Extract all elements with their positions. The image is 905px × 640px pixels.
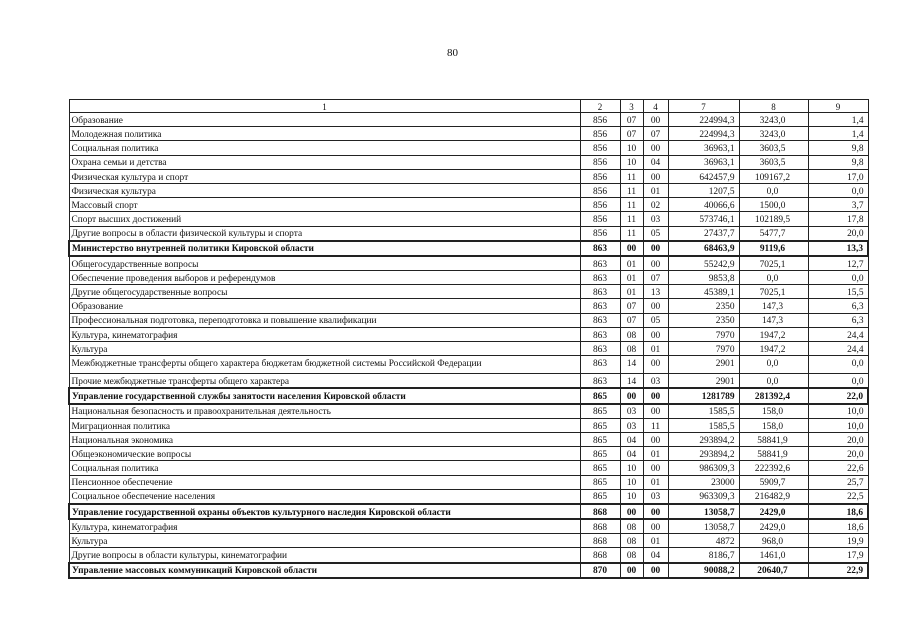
row-name-cell: Национальная экономика [69, 432, 580, 446]
row-subsection-code-cell: 03 [643, 212, 668, 226]
table-row-department-total [69, 241, 868, 256]
header-cell-col-4: 4 [643, 100, 668, 113]
row-col7-value-cell: 13058,7 [668, 519, 739, 534]
row-section-code-cell: 08 [620, 548, 643, 563]
row-name-cell: Министерство внутренней политики Кировской области [69, 241, 580, 256]
row-name-cell: Управление массовых коммуникаций Кировской области [69, 563, 580, 578]
row-col7-value-cell: 13058,7 [668, 504, 739, 519]
row-col9-value-cell: 22,6 [808, 461, 868, 475]
row-section-code-cell: 00 [620, 563, 643, 578]
row-name-cell: Миграционная политика [69, 418, 580, 432]
table-row-department-total [69, 504, 868, 519]
row-col8-value-cell: 281392,4 [739, 388, 808, 403]
row-department-code-cell: 856 [580, 183, 620, 197]
row-department-code-cell: 865 [580, 388, 620, 403]
header-cell-col-1: 1 [69, 100, 580, 113]
row-subsection-code-cell: 01 [643, 183, 668, 197]
row-col9-value-cell: 3,7 [808, 198, 868, 212]
row-name-cell: Другие общегосударственные вопросы [69, 285, 580, 299]
row-col8-value-cell: 0,0 [739, 271, 808, 285]
row-col7-value-cell: 36963,1 [668, 141, 739, 155]
row-col9-value-cell: 22,5 [808, 489, 868, 504]
row-subsection-code-cell: 00 [643, 404, 668, 419]
row-name-cell: Общеэкономические вопросы [69, 447, 580, 461]
row-subsection-code-cell: 05 [643, 226, 668, 241]
row-department-code-cell: 863 [580, 256, 620, 271]
row-name-cell: Образование [69, 113, 580, 127]
row-col7-value-cell: 2350 [668, 299, 739, 313]
row-col9-value-cell: 18,6 [808, 519, 868, 534]
row-col9-value-cell: 6,3 [808, 299, 868, 313]
row-col9-value-cell: 1,4 [808, 127, 868, 141]
row-department-code-cell: 865 [580, 418, 620, 432]
row-col8-value-cell: 9119,6 [739, 241, 808, 256]
row-department-code-cell: 856 [580, 155, 620, 169]
row-subsection-code-cell: 00 [643, 519, 668, 534]
row-col7-value-cell: 23000 [668, 475, 739, 489]
row-department-code-cell: 863 [580, 356, 620, 374]
row-name-cell: Молодежная политика [69, 127, 580, 141]
row-name-cell: Обеспечение проведения выборов и референдумов [69, 271, 580, 285]
row-department-code-cell: 863 [580, 285, 620, 299]
row-col7-value-cell: 986309,3 [668, 461, 739, 475]
row-col9-value-cell: 13,3 [808, 241, 868, 256]
row-name-cell: Другие вопросы в области культуры, кинематографии [69, 548, 580, 563]
row-department-code-cell: 868 [580, 504, 620, 519]
row-department-code-cell: 856 [580, 141, 620, 155]
row-subsection-code-cell: 00 [643, 241, 668, 256]
row-section-code-cell: 00 [620, 241, 643, 256]
row-col8-value-cell: 1461,0 [739, 548, 808, 563]
row-section-code-cell: 11 [620, 183, 643, 197]
row-col7-value-cell: 40066,6 [668, 198, 739, 212]
row-col7-value-cell: 2350 [668, 313, 739, 327]
row-subsection-code-cell: 13 [643, 285, 668, 299]
row-section-code-cell: 01 [620, 271, 643, 285]
row-col9-value-cell: 17,0 [808, 169, 868, 183]
row-col7-value-cell: 224994,3 [668, 127, 739, 141]
row-department-code-cell: 863 [580, 313, 620, 327]
row-name-cell: Прочие межбюджетные трансферты общего характера [69, 374, 580, 389]
row-col8-value-cell: 20640,7 [739, 563, 808, 578]
row-section-code-cell: 08 [620, 534, 643, 548]
row-section-code-cell: 01 [620, 256, 643, 271]
row-section-code-cell: 14 [620, 374, 643, 389]
row-col8-value-cell: 3243,0 [739, 127, 808, 141]
row-department-code-cell: 863 [580, 271, 620, 285]
table-row [69, 374, 868, 389]
row-section-code-cell: 11 [620, 212, 643, 226]
header-cell-col-9: 9 [808, 100, 868, 113]
row-col7-value-cell: 293894,2 [668, 432, 739, 446]
row-subsection-code-cell: 00 [643, 327, 668, 341]
row-col9-value-cell: 19,9 [808, 534, 868, 548]
row-col9-value-cell: 10,0 [808, 404, 868, 419]
row-col7-value-cell: 642457,9 [668, 169, 739, 183]
row-name-cell: Управление государственной службы занятости населения Кировской области [69, 388, 580, 403]
row-subsection-code-cell: 01 [643, 447, 668, 461]
row-department-code-cell: 870 [580, 563, 620, 578]
table-row [69, 113, 868, 127]
row-department-code-cell: 865 [580, 447, 620, 461]
row-name-cell: Физическая культура [69, 183, 580, 197]
row-col8-value-cell: 1500,0 [739, 198, 808, 212]
row-section-code-cell: 07 [620, 313, 643, 327]
row-col8-value-cell: 109167,2 [739, 169, 808, 183]
table-row [69, 155, 868, 169]
row-name-cell: Другие вопросы в области физической культуры и спорта [69, 226, 580, 241]
row-department-code-cell: 868 [580, 534, 620, 548]
row-col8-value-cell: 0,0 [739, 374, 808, 389]
row-subsection-code-cell: 00 [643, 356, 668, 374]
table-row [69, 418, 868, 432]
row-col8-value-cell: 216482,9 [739, 489, 808, 504]
row-col8-value-cell: 5477,7 [739, 226, 808, 241]
row-col9-value-cell: 0,0 [808, 271, 868, 285]
budget-table [68, 99, 869, 579]
table-row [69, 461, 868, 475]
table-row [69, 342, 868, 356]
row-col7-value-cell: 9853,8 [668, 271, 739, 285]
row-name-cell: Национальная безопасность и правоохранительная деятельность [69, 404, 580, 419]
row-section-code-cell: 03 [620, 404, 643, 419]
table-row-department-total [69, 563, 868, 578]
row-col9-value-cell: 9,8 [808, 141, 868, 155]
row-col9-value-cell: 20,0 [808, 226, 868, 241]
table-row [69, 127, 868, 141]
row-col7-value-cell: 573746,1 [668, 212, 739, 226]
row-col7-value-cell: 4872 [668, 534, 739, 548]
row-department-code-cell: 865 [580, 489, 620, 504]
table-row [69, 519, 868, 534]
row-subsection-code-cell: 01 [643, 534, 668, 548]
row-col8-value-cell: 7025,1 [739, 285, 808, 299]
row-col7-value-cell: 2901 [668, 356, 739, 374]
row-col9-value-cell: 22,9 [808, 563, 868, 578]
table-row [69, 212, 868, 226]
row-subsection-code-cell: 01 [643, 475, 668, 489]
row-col8-value-cell: 0,0 [739, 183, 808, 197]
row-col8-value-cell: 158,0 [739, 404, 808, 419]
row-name-cell: Массовый спорт [69, 198, 580, 212]
row-col7-value-cell: 55242,9 [668, 256, 739, 271]
row-name-cell: Управление государственной охраны объектов культурного наследия Кировской области [69, 504, 580, 519]
row-col9-value-cell: 17,8 [808, 212, 868, 226]
row-section-code-cell: 11 [620, 169, 643, 183]
row-department-code-cell: 863 [580, 342, 620, 356]
row-col8-value-cell: 58841,9 [739, 447, 808, 461]
table-row [69, 183, 868, 197]
row-col9-value-cell: 17,9 [808, 548, 868, 563]
table-row [69, 285, 868, 299]
row-col8-value-cell: 2429,0 [739, 504, 808, 519]
row-col9-value-cell: 20,0 [808, 447, 868, 461]
row-section-code-cell: 08 [620, 342, 643, 356]
table-row [69, 299, 868, 313]
row-col7-value-cell: 7970 [668, 327, 739, 341]
row-col7-value-cell: 1207,5 [668, 183, 739, 197]
row-section-code-cell: 00 [620, 504, 643, 519]
table-row [69, 169, 868, 183]
row-name-cell: Общегосударственные вопросы [69, 256, 580, 271]
row-section-code-cell: 11 [620, 226, 643, 241]
row-department-code-cell: 865 [580, 461, 620, 475]
row-subsection-code-cell: 07 [643, 271, 668, 285]
table-header-row [69, 100, 868, 113]
row-name-cell: Социальная политика [69, 461, 580, 475]
row-subsection-code-cell: 04 [643, 548, 668, 563]
row-col8-value-cell: 58841,9 [739, 432, 808, 446]
table-row [69, 327, 868, 341]
row-subsection-code-cell: 03 [643, 489, 668, 504]
table-row [69, 226, 868, 241]
table-row-department-total [69, 388, 868, 403]
row-department-code-cell: 856 [580, 169, 620, 183]
row-subsection-code-cell: 00 [643, 299, 668, 313]
row-name-cell: Культура [69, 342, 580, 356]
row-col7-value-cell: 2901 [668, 374, 739, 389]
row-col8-value-cell: 3603,5 [739, 155, 808, 169]
row-col7-value-cell: 1585,5 [668, 418, 739, 432]
row-name-cell: Профессиональная подготовка, переподготовка и повышение квалификации [69, 313, 580, 327]
row-col7-value-cell: 45389,1 [668, 285, 739, 299]
table-row [69, 256, 868, 271]
row-section-code-cell: 03 [620, 418, 643, 432]
row-col9-value-cell: 10,0 [808, 418, 868, 432]
table-row [69, 489, 868, 504]
row-subsection-code-cell: 00 [643, 113, 668, 127]
row-section-code-cell: 14 [620, 356, 643, 374]
row-col9-value-cell: 1,4 [808, 113, 868, 127]
row-col7-value-cell: 1585,5 [668, 404, 739, 419]
row-section-code-cell: 08 [620, 519, 643, 534]
row-section-code-cell: 10 [620, 475, 643, 489]
row-department-code-cell: 863 [580, 327, 620, 341]
row-col7-value-cell: 7970 [668, 342, 739, 356]
row-col8-value-cell: 3603,5 [739, 141, 808, 155]
row-col8-value-cell: 968,0 [739, 534, 808, 548]
row-department-code-cell: 865 [580, 432, 620, 446]
row-name-cell: Образование [69, 299, 580, 313]
row-subsection-code-cell: 00 [643, 461, 668, 475]
row-col9-value-cell: 0,0 [808, 183, 868, 197]
row-col8-value-cell: 7025,1 [739, 256, 808, 271]
row-name-cell: Культура, кинематография [69, 327, 580, 341]
row-subsection-code-cell: 00 [643, 563, 668, 578]
row-name-cell: Охрана семьи и детства [69, 155, 580, 169]
row-department-code-cell: 863 [580, 299, 620, 313]
row-col7-value-cell: 963309,3 [668, 489, 739, 504]
row-section-code-cell: 04 [620, 447, 643, 461]
row-name-cell: Межбюджетные трансферты общего характера бюджетам бюджетной системы Российской Федерации [69, 356, 580, 374]
row-name-cell: Спорт высших достижений [69, 212, 580, 226]
row-subsection-code-cell: 00 [643, 141, 668, 155]
table-row [69, 534, 868, 548]
row-col9-value-cell: 9,8 [808, 155, 868, 169]
header-cell-col-8: 8 [739, 100, 808, 113]
row-department-code-cell: 856 [580, 127, 620, 141]
row-col9-value-cell: 25,7 [808, 475, 868, 489]
row-col9-value-cell: 12,7 [808, 256, 868, 271]
row-subsection-code-cell: 00 [643, 256, 668, 271]
header-cell-col-2: 2 [580, 100, 620, 113]
row-subsection-code-cell: 00 [643, 432, 668, 446]
row-department-code-cell: 868 [580, 519, 620, 534]
row-subsection-code-cell: 07 [643, 127, 668, 141]
row-col9-value-cell: 6,3 [808, 313, 868, 327]
row-department-code-cell: 863 [580, 241, 620, 256]
row-col7-value-cell: 293894,2 [668, 447, 739, 461]
row-department-code-cell: 865 [580, 475, 620, 489]
row-department-code-cell: 856 [580, 212, 620, 226]
row-section-code-cell: 07 [620, 113, 643, 127]
table-row [69, 548, 868, 563]
row-subsection-code-cell: 04 [643, 155, 668, 169]
table-row [69, 447, 868, 461]
row-col9-value-cell: 0,0 [808, 374, 868, 389]
table-row [69, 404, 868, 419]
row-section-code-cell: 10 [620, 489, 643, 504]
row-subsection-code-cell: 02 [643, 198, 668, 212]
row-department-code-cell: 856 [580, 226, 620, 241]
row-subsection-code-cell: 01 [643, 342, 668, 356]
table-row [69, 271, 868, 285]
row-name-cell: Социальная политика [69, 141, 580, 155]
row-name-cell: Культура, кинематография [69, 519, 580, 534]
row-col8-value-cell: 147,3 [739, 299, 808, 313]
row-col9-value-cell: 0,0 [808, 356, 868, 374]
row-col9-value-cell: 24,4 [808, 342, 868, 356]
table-row [69, 313, 868, 327]
row-section-code-cell: 10 [620, 141, 643, 155]
row-department-code-cell: 856 [580, 113, 620, 127]
row-name-cell: Пенсионное обеспечение [69, 475, 580, 489]
row-section-code-cell: 04 [620, 432, 643, 446]
table-row [69, 432, 868, 446]
table-body [69, 100, 868, 578]
row-subsection-code-cell: 03 [643, 374, 668, 389]
row-section-code-cell: 10 [620, 461, 643, 475]
row-col7-value-cell: 68463,9 [668, 241, 739, 256]
row-col7-value-cell: 1281789 [668, 388, 739, 403]
row-subsection-code-cell: 00 [643, 169, 668, 183]
row-department-code-cell: 856 [580, 198, 620, 212]
header-cell-col-7: 7 [668, 100, 739, 113]
row-section-code-cell: 01 [620, 285, 643, 299]
row-col7-value-cell: 8186,7 [668, 548, 739, 563]
table-row [69, 198, 868, 212]
row-department-code-cell: 863 [580, 374, 620, 389]
row-col8-value-cell: 222392,6 [739, 461, 808, 475]
row-col8-value-cell: 158,0 [739, 418, 808, 432]
row-col9-value-cell: 20,0 [808, 432, 868, 446]
row-subsection-code-cell: 11 [643, 418, 668, 432]
row-col8-value-cell: 2429,0 [739, 519, 808, 534]
row-section-code-cell: 00 [620, 388, 643, 403]
row-col8-value-cell: 102189,5 [739, 212, 808, 226]
row-col7-value-cell: 224994,3 [668, 113, 739, 127]
row-subsection-code-cell: 00 [643, 388, 668, 403]
row-col7-value-cell: 27437,7 [668, 226, 739, 241]
table-row [69, 356, 868, 374]
page-number: 80 [447, 47, 458, 59]
row-col9-value-cell: 18,6 [808, 504, 868, 519]
row-col7-value-cell: 90088,2 [668, 563, 739, 578]
row-col8-value-cell: 5909,7 [739, 475, 808, 489]
row-department-code-cell: 868 [580, 548, 620, 563]
row-col7-value-cell: 36963,1 [668, 155, 739, 169]
row-name-cell: Физическая культура и спорт [69, 169, 580, 183]
row-col8-value-cell: 1947,2 [739, 327, 808, 341]
row-col9-value-cell: 22,0 [808, 388, 868, 403]
row-col8-value-cell: 0,0 [739, 356, 808, 374]
row-section-code-cell: 07 [620, 299, 643, 313]
row-subsection-code-cell: 00 [643, 504, 668, 519]
row-col8-value-cell: 1947,2 [739, 342, 808, 356]
row-subsection-code-cell: 05 [643, 313, 668, 327]
table-row [69, 475, 868, 489]
row-section-code-cell: 11 [620, 198, 643, 212]
row-col9-value-cell: 24,4 [808, 327, 868, 341]
row-section-code-cell: 10 [620, 155, 643, 169]
row-col8-value-cell: 147,3 [739, 313, 808, 327]
row-col9-value-cell: 15,5 [808, 285, 868, 299]
row-name-cell: Социальное обеспечение населения [69, 489, 580, 504]
row-section-code-cell: 08 [620, 327, 643, 341]
row-section-code-cell: 07 [620, 127, 643, 141]
table-row [69, 141, 868, 155]
row-col8-value-cell: 3243,0 [739, 113, 808, 127]
row-department-code-cell: 865 [580, 404, 620, 419]
row-name-cell: Культура [69, 534, 580, 548]
header-cell-col-3: 3 [620, 100, 643, 113]
